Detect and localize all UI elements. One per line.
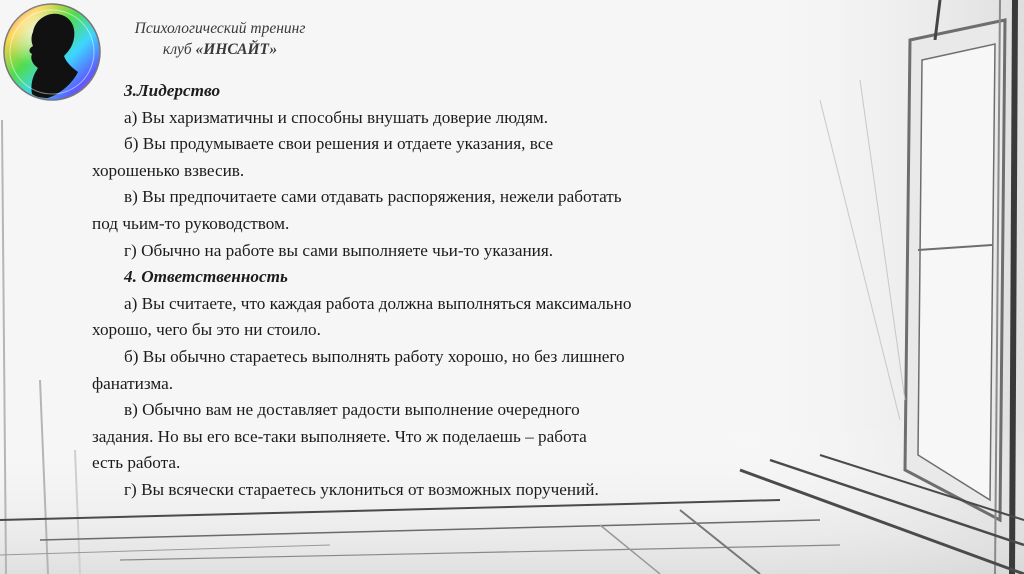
header	[100, 18, 340, 60]
leadership-option-b-cont: хорошенько взвесив.	[92, 160, 245, 180]
section-heading-leadership: 3.Лидерство	[124, 81, 221, 100]
responsibility-option-c-cont: задания. Но вы его все-таки выполняете. Что ж поделаешь – работа	[92, 426, 587, 446]
leadership-option-a: а) Вы харизматичны и способны внушать доверие людям.	[124, 107, 549, 127]
leadership-option-b: б) Вы продумываете свои решения и отдаете указания, все	[124, 134, 554, 154]
section-heading-responsibility: 4. Ответственность	[124, 267, 288, 287]
responsibility-option-a-cont: хорошо, чего бы это ни стоило.	[92, 320, 321, 340]
header-club: клуб «ИНСАЙТ»	[162, 41, 278, 58]
responsibility-option-c: в) Обычно вам не доставляет радости выполнение очередного	[124, 400, 580, 420]
responsibility-option-b-cont: фанатизма.	[92, 373, 174, 393]
club-logo	[2, 2, 102, 102]
slide-content	[92, 78, 792, 504]
club-name: «ИНСАЙТ»	[195, 41, 278, 58]
leadership-option-c: в) Вы предпочитаете сами отдавать распоряжения, нежели работать	[124, 187, 622, 207]
responsibility-option-a: а) Вы считаете, что каждая работа должна выполняться максимально	[124, 293, 632, 313]
leadership-option-d: г) Обычно на работе вы сами выполняете чьи-то указания.	[124, 240, 554, 260]
responsibility-option-c-cont2: есть работа.	[92, 453, 181, 473]
header-title: Психологический тренинг	[134, 20, 306, 37]
responsibility-option-b: б) Вы обычно стараетесь выполнять работу хорошо, но без лишнего	[124, 346, 625, 366]
leadership-option-c-cont: под чьим-то руководством.	[92, 213, 290, 233]
responsibility-option-d: г) Вы всячески стараетесь уклониться от возможных поручений.	[124, 479, 599, 499]
